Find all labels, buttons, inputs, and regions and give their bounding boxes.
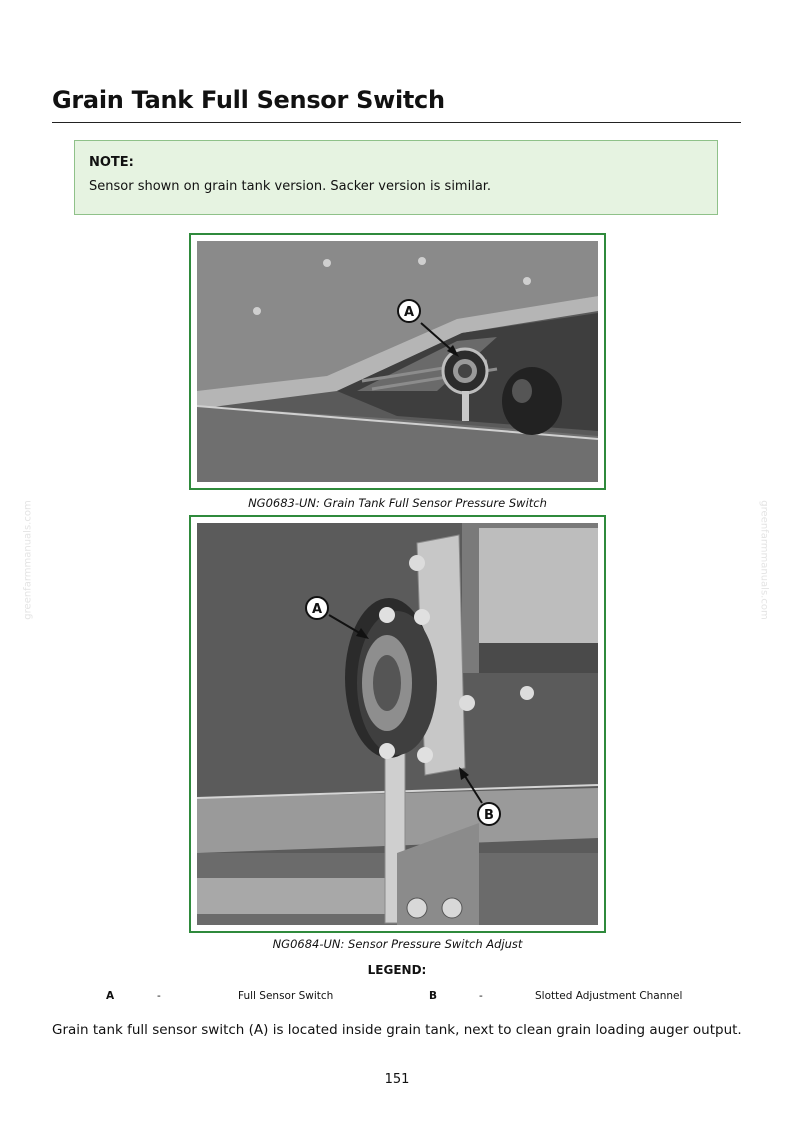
legend-key: B xyxy=(429,990,438,1002)
legend-title: LEGEND: xyxy=(367,963,427,977)
legend-dash: - xyxy=(479,990,483,1002)
note-label: NOTE: xyxy=(89,155,134,170)
callout-a-label: A xyxy=(311,602,323,617)
legend-dash: - xyxy=(157,990,161,1002)
title-divider xyxy=(52,122,741,123)
body-paragraph: Grain tank full sensor switch (A) is located inside grain tank, next to clean grain loading auger output. xyxy=(52,1022,742,1038)
page-title: Grain Tank Full Sensor Switch xyxy=(52,86,445,114)
figure-pressure-switch xyxy=(189,233,606,490)
legend-description: Full Sensor Switch xyxy=(238,990,334,1002)
legend-key: A xyxy=(106,990,115,1002)
page-number: 151 xyxy=(384,1072,410,1087)
illustration-grain-tank-sensor xyxy=(197,241,598,482)
callout-b-label: B xyxy=(484,808,494,823)
illustration-sensor-adjust xyxy=(197,523,598,925)
watermark-left: greenfarmmanuals.com xyxy=(22,500,34,620)
figure-caption: NG0683-UN: Grain Tank Full Sensor Pressure Switch xyxy=(248,496,547,510)
figure-sensor-adjust xyxy=(189,515,606,933)
callout-a-label: A xyxy=(403,305,415,320)
watermark-right: greenfarmmanuals.com xyxy=(758,500,770,620)
figure-caption: NG0684-UN: Sensor Pressure Switch Adjust xyxy=(272,937,523,951)
note-box xyxy=(74,140,718,215)
legend-description: Slotted Adjustment Channel xyxy=(535,990,683,1002)
note-text: Sensor shown on grain tank version. Sacker version is similar. xyxy=(89,179,492,194)
